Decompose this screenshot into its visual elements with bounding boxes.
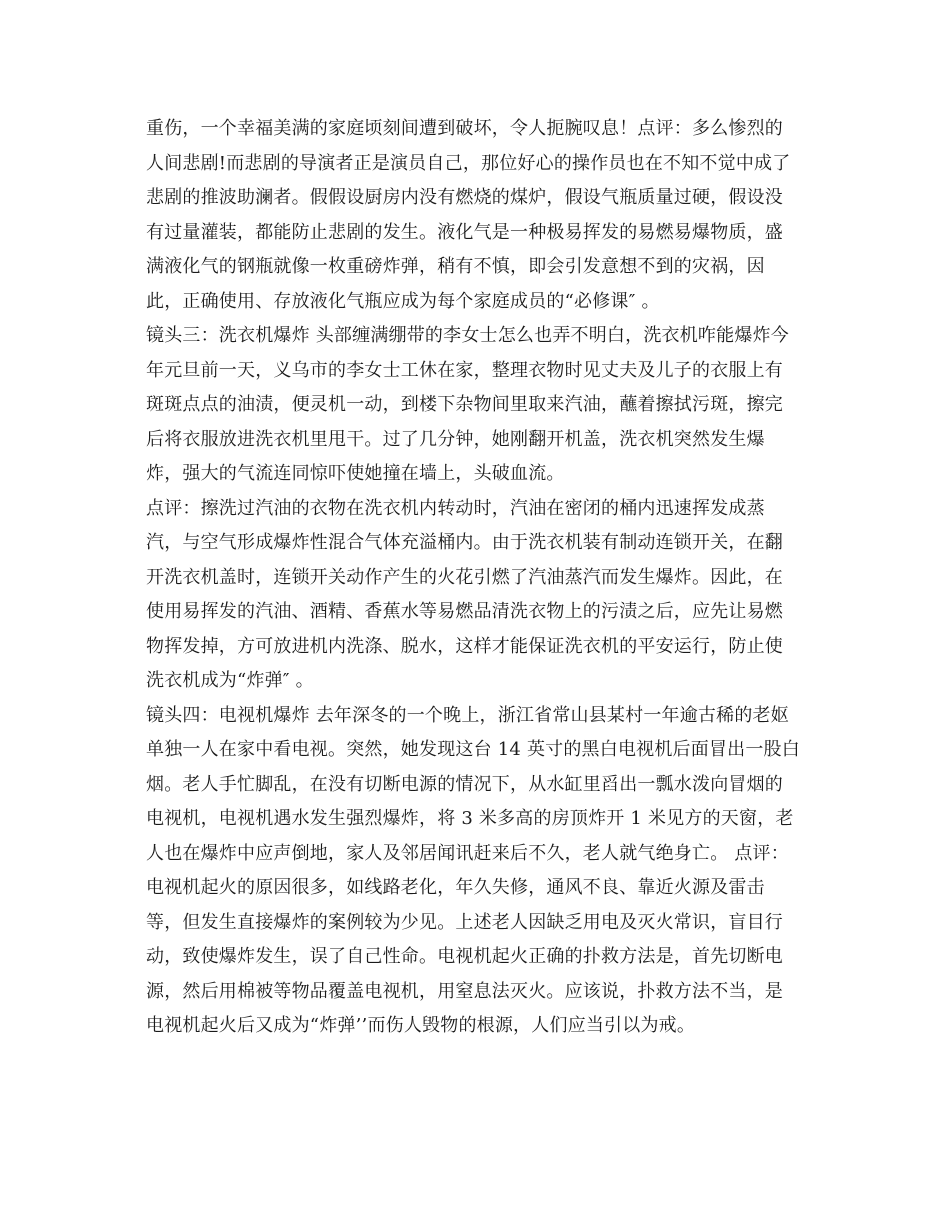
text-line: 有过量灌装，都能防止悲剧的发生。液化气是一种极易挥发的易燃易爆物质，盛 <box>146 221 783 243</box>
text-line: 斑斑点点的油渍，便灵机一动，到楼下杂物间里取来汽油，蘸着擦拭污斑，擦完 <box>146 394 783 415</box>
text-line: 人也在爆炸中应声倒地，家人及邻居闻讯赶来后不久，老人就气绝身亡。 点评： <box>146 842 789 864</box>
text-line: 烟。老人手忙脚乱，在没有切断电源的情况下，从水缸里舀出一瓢水泼向冒烟的 <box>146 773 783 795</box>
text-line: 开洗衣机盖时，连锁开关动作产生的火花引燃了汽油蒸汽而发生爆炸。因此，在 <box>146 566 783 588</box>
text-line: 电视机起火后又成为“炸弹’’而伤人毁物的根源，人们应当引以为戒。 <box>146 1015 696 1036</box>
text-line: 满液化气的钢瓶就像一枚重磅炸弹，稍有不慎，即会引发意想不到的灾祸，因 <box>146 256 765 277</box>
text-line: 洗衣机成为“炸弹″ 。 <box>146 670 314 691</box>
text-line: 年元旦前一天，义乌市的李女士工休在家，整理衣物时见丈夫及儿子的衣服上有 <box>146 359 783 381</box>
text-line: 镜头三：洗衣机爆炸 头部缠满绷带的李女士怎么也弄不明白，洗衣机咋能爆炸今 <box>146 325 789 346</box>
text-line: 物挥发掉，方可放进机内洗涤、脱水，这样才能保证洗衣机的平安运行，防止使 <box>146 635 783 657</box>
text-line: 后将衣服放进洗衣机里甩干。过了几分钟，她刚翻开机盖，洗衣机突然发生爆 <box>146 428 765 450</box>
text-line: 电视机起火的原因很多，如线路老化，年久失修，通风不良、靠近火源及雷击 <box>146 877 765 898</box>
body-text <box>146 112 826 1044</box>
text-line: 等，但发生直接爆炸的案例较为少见。上述老人因缺乏用电及灭火常识，盲目行 <box>146 911 783 933</box>
text-line: 人间悲剧!而悲剧的导演者正是演员自己，那位好心的操作员也在不知不觉中成了 <box>146 152 791 174</box>
text-line: 悲剧的推波助澜者。假假设厨房内没有燃烧的煤炉，假设气瓶质量过硬，假设没 <box>146 187 783 208</box>
text-line: 电视机，电视机遇水发生强烈爆炸，将 3 米多高的房顶炸开 1 米见方的天窗，老 <box>146 808 794 829</box>
text-line: 单独一人在家中看电视。突然，她发现这台 14 英寸的黑白电视机后面冒出一股白 <box>146 739 800 760</box>
text-line: 炸，强大的气流连同惊吓使她撞在墙上，头破血流。 <box>146 463 565 484</box>
text-line: 镜头四：电视机爆炸 去年深冬的一个晚上，浙江省常山县某村一年逾古稀的老妪 <box>146 704 789 726</box>
text-line: 源，然后用棉被等物品覆盖电视机，用窒息法灭火。应该说，扑救方法不当，是 <box>146 980 783 1002</box>
text-line: 动，致使爆炸发生，误了自己性命。电视机起火正确的扑救方法是，首先切断电 <box>146 946 783 967</box>
text-line: 重伤，一个幸福美满的家庭顷刻间遭到破坏，令人扼腕叹息！点评：多么惨烈的 <box>146 118 783 139</box>
text-line: 点评：擦洗过汽油的衣物在洗衣机内转动时，汽油在密闭的桶内迅速挥发成蒸 <box>146 497 765 519</box>
text-line: 使用易挥发的汽油、酒精、香蕉水等易燃品清洗衣物上的污渍之后，应先让易燃 <box>146 601 783 622</box>
text-line: 此，正确使用、存放液化气瓶应成为每个家庭成员的“必修课″ 。 <box>146 290 660 312</box>
text-line: 汽，与空气形成爆炸性混合气体充溢桶内。由于洗衣机装有制动连锁开关，在翻 <box>146 532 783 553</box>
